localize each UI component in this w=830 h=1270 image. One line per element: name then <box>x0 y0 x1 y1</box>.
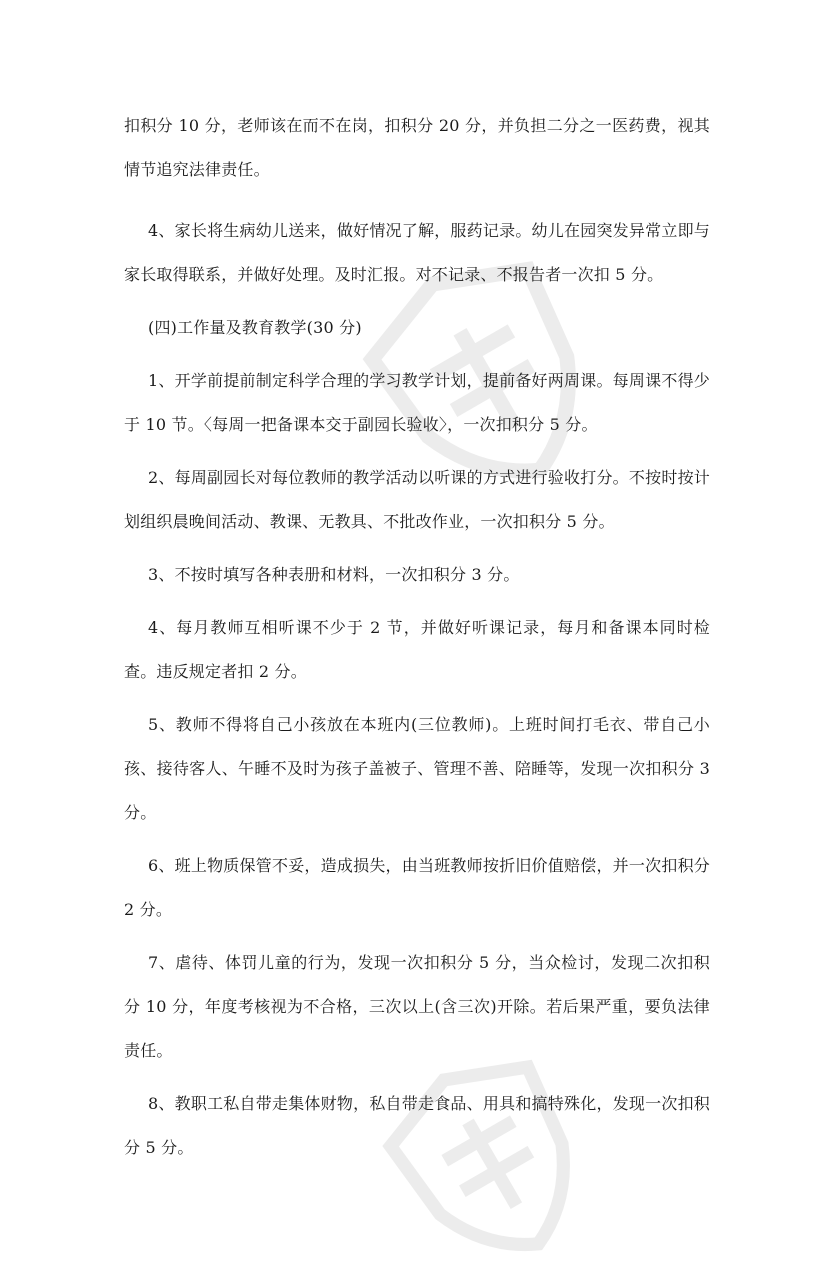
paragraph-liability: 扣积分 10 分，老师该在而不在岗，扣积分 20 分，并负担二分之一医药费，视其情节追究法律责任。 <box>124 116 710 179</box>
paragraph-rule-5: 5、教师不得将自己小孩放在本班内(三位教师)。上班时间打毛衣、带自己小孩、接待客人、午睡不及时为孩子盖被子、管理不善、陪睡等，发现一次扣积分 3 分。 <box>124 715 710 822</box>
section-heading-workload: (四)工作量及教育教学(30 分) <box>148 318 362 337</box>
paragraph-sick-child: 4、家长将生病幼儿送来，做好情况了解，服药记录。幼儿在园突发异常立即与家长取得联系，并做好处理。及时汇报。对不记录、不报告者一次扣 5 分。 <box>124 221 710 284</box>
paragraph-rule-6: 6、班上物质保管不妥，造成损失，由当班教师按折旧价值赔偿，并一次扣积分 2 分。 <box>124 856 710 919</box>
paragraph-rule-8: 8、教职工私自带走集体财物，私自带走食品、用具和搞特殊化，发现一次扣积分 5 分。 <box>124 1094 710 1157</box>
document-body <box>124 104 710 1170</box>
paragraph-rule-7: 7、虐待、体罚儿童的行为，发现一次扣积分 5 分，当众检讨，发现二次扣积分 10 分，年度考核视为不合格，三次以上(含三次)开除。若后果严重，要负法律责任。 <box>124 953 710 1060</box>
paragraph-rule-4: 4、每月教师互相听课不少于 2 节，并做好听课记录，每月和备课本同时检查。违反规定者扣 2 分。 <box>124 618 710 681</box>
paragraph-rule-1: 1、开学前提前制定科学合理的学习教学计划，提前备好两周课。每周课不得少于 10 节。〈每周一把备课本交于副园长验收〉，一次扣积分 5 分。 <box>124 371 710 434</box>
paragraph-rule-3: 3、不按时填写各种表册和材料，一次扣积分 3 分。 <box>148 565 520 584</box>
paragraph-rule-2: 2、每周副园长对每位教师的教学活动以听课的方式进行验收打分。不按时按计划组织晨晚间活动、教课、无教具、不批改作业，一次扣积分 5 分。 <box>124 468 710 531</box>
